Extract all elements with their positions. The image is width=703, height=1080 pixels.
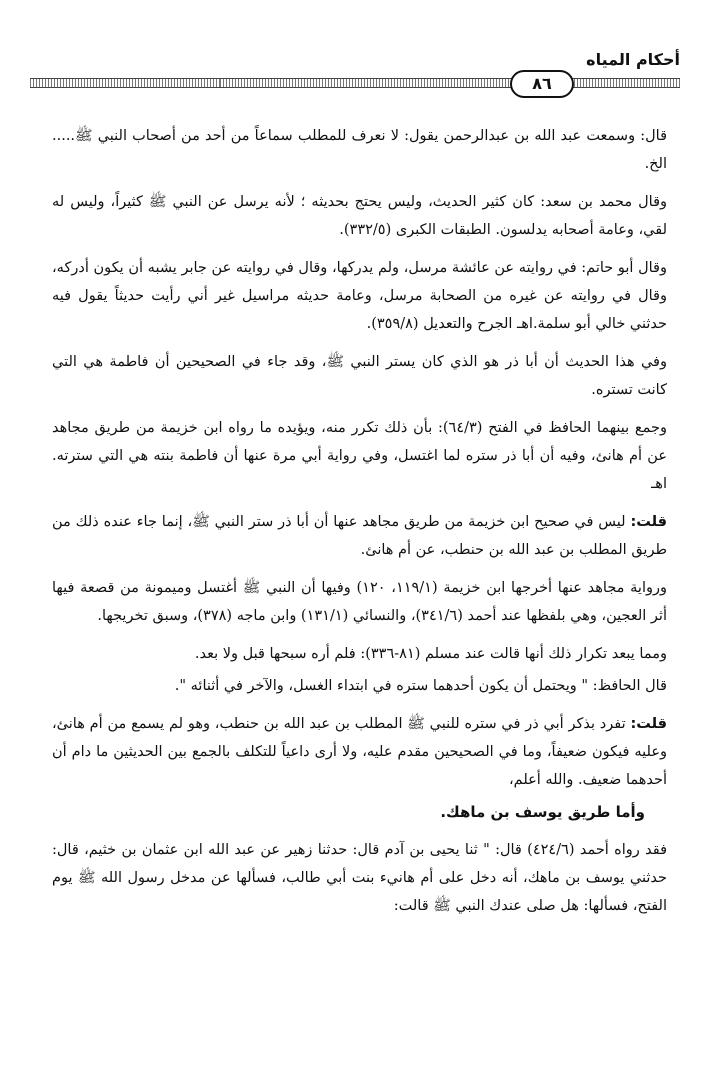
paragraph-4 [52, 348, 667, 404]
paragraph-lead: قلت: [630, 716, 667, 732]
paragraph-text: قال الحافظ: " ويحتمل أن يكون أحدهما ستره في ابتداء الغسل، والآخر في أثنائه ". [174, 678, 667, 694]
paragraph-text: وفي هذا الحديث أن أبا ذر هو الذي كان يستر النبي ﷺ، وقد جاء في الصحيحين أن فاطمة هي التي كانت تستره. [52, 354, 667, 398]
paragraph-2 [52, 188, 667, 244]
paragraph-text: ورواية مجاهد عنها أخرجها ابن خزيمة (١١٩/١، ١٢٠) وفيها أن النبي ﷺ أغتسل وميمونة من قصعة فيها أثر العجين، وهي بلفظها عند أحمد (٣٤١/٦)، والنسائي (١٣١/١) وابن ماجه (٣٧٨)، وسبق تخريجها. [52, 580, 667, 624]
page-number: ٨٦ [510, 70, 574, 98]
paragraph-10 [52, 710, 667, 794]
page-body [52, 122, 667, 930]
paragraph-text: وجمع بينهما الحافظ في الفتح (٦٤/٣): بأن ذلك تكرر منه، ويؤيده ما رواه ابن خزيمة من طريق مجاهد عن أم هانئ، وفيه أن أبا ذر ستره لما اغتسل، وفي رواية أبي مرة عنها أن فاطمة بنته هي التي سترته. اهـ [52, 420, 667, 492]
paragraph-text: ليس في صحيح ابن خزيمة من طريق مجاهد عنها أن أبا ذر ستر النبي ﷺ، إنما جاء عنده ذلك من طريق المطلب بن عبد الله بن حنطب، عن أم هانئ. [52, 514, 667, 558]
paragraph-text: تفرد بذكر أبي ذر في ستره للنبي ﷺ المطلب بن عبد الله بن حنطب، وهو لم يسمع من أم هانئ، وعليه فيكون ضعيفاً، وما في الصحيحين مقدم عليه، ولا أرى داعياً للتكلف بالجمع بين الحديثين ما دام أن أحدهما ضعيف. والله أعلم، [52, 716, 667, 788]
paragraph-6 [52, 508, 667, 564]
paragraph-text: ومما يبعد تكرار ذلك أنها قالت عند مسلم (٨١-٣٣٦): فلم أره سبحها قبل ولا بعد. [194, 646, 667, 662]
page-header [30, 48, 680, 98]
paragraph-1 [52, 122, 667, 178]
paragraph-8 [52, 640, 667, 668]
paragraph-text: وقال أبو حاتم: في روايته عن عائشة مرسل، ولم يدركها، وقال في روايته عن جابر يشبه أن يكون أدركه، وقال في روايته عن غيره من الصحابة مرسل، وعامة حديثه مراسيل غير أني رأيت حديثاً يقول فيه حدثني خالي أبو سلمة.اهـ الجرح والتعديل (٣٥٩/٨). [52, 260, 667, 332]
paragraph-text: وقال محمد بن سعد: كان كثير الحديث، وليس يحتج بحديثه ؛ لأنه يرسل عن النبي ﷺ كثيراً، وليس له لقي، وعامة أصحابه يدلسون. الطبقات الكبرى (٣٣٢/٥). [52, 194, 667, 238]
paragraph-text: قال: وسمعت عبد الله بن عبدالرحمن يقول: لا نعرف للمطلب سماعاً من أحد من أصحاب النبي ﷺ..... الخ. [52, 128, 667, 172]
paragraph-3 [52, 254, 667, 338]
header-rule-right [220, 78, 680, 88]
section-heading: وأما طريق يوسف بن ماهك. [440, 803, 645, 821]
paragraph-5 [52, 414, 667, 498]
paragraph-7 [52, 574, 667, 630]
paragraph-lead: قلت: [630, 514, 667, 530]
closing-paragraph: فقد رواه أحمد (٤٢٤/٦) قال: " ثنا يحيى بن آدم قال: حدثنا زهير عن عبد الله ابن عثمان بن خثيم، قال: حدثني يوسف بن ماهك، أنه دخل على أم هانيء بنت أبي طالب، فسألها عن مدخل رسول الله ﷺ يوم الفتح، فسألها: هل صلى عندك النبي ﷺ قالت: [52, 842, 667, 914]
paragraph-9 [52, 672, 667, 700]
book-title: أحكام المياه [586, 50, 680, 69]
